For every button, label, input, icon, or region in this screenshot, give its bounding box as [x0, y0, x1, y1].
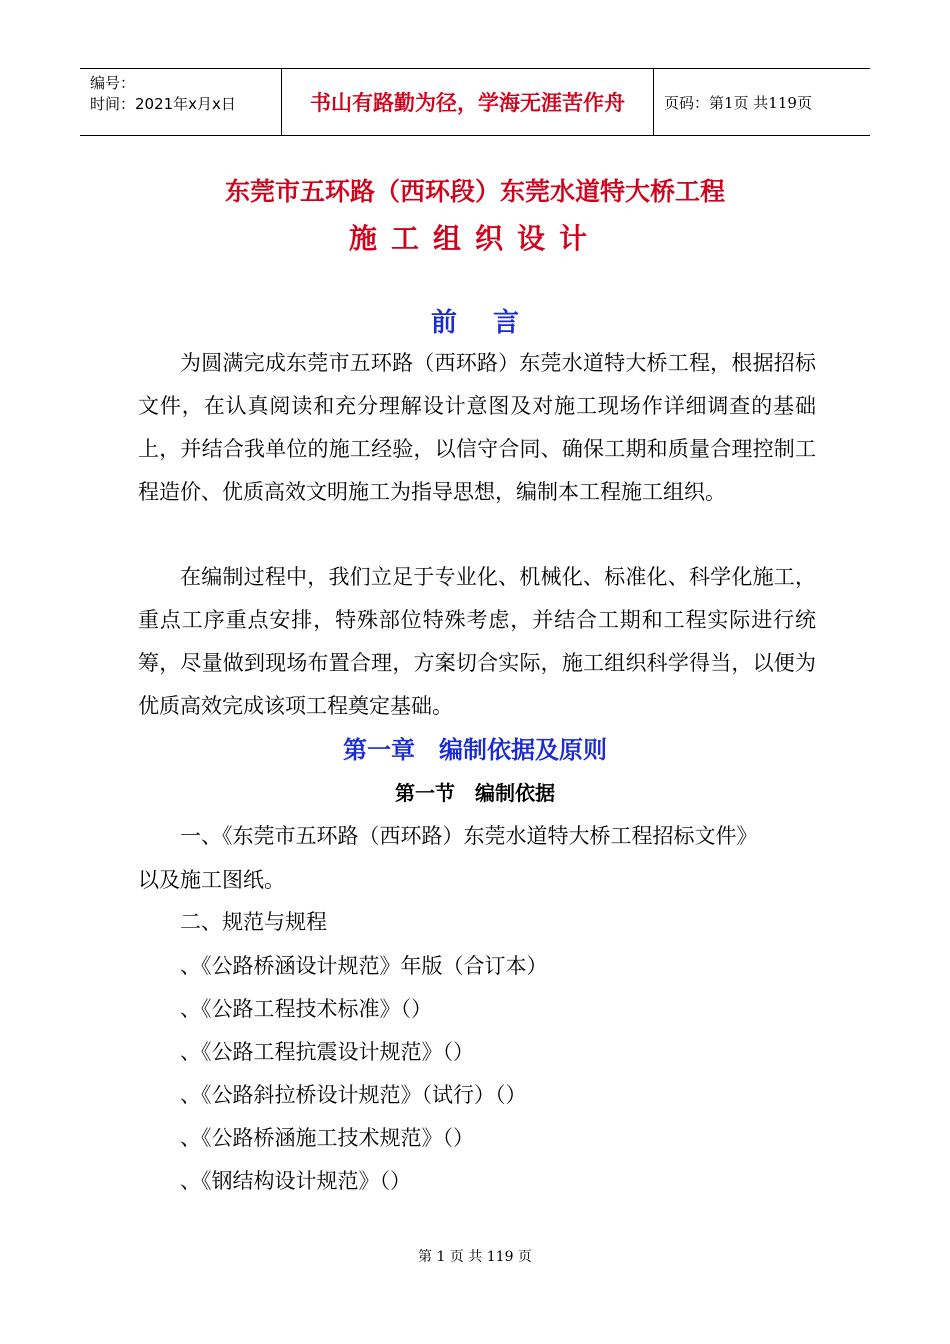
spec-item: 、《公路工程抗震设计规范》（） — [180, 1040, 474, 1064]
spec-item: 、《钢结构设计规范》（） — [180, 1169, 411, 1193]
page-footer: 第 1 页 共 119 页 — [418, 1249, 532, 1265]
preface-paragraph-1: 为圆满完成东莞市五环路（西环路）东莞水道特大桥工程，根据招标文件，在认真阅读和充分理解设计意图及对施工现场作详细调查的基础上，并结合我单位的施工经验，以信守合同、确保工期和质量合理控制工程造价、优质高效文明施工为指导思想，编制本工程施工组织。 — [138, 351, 816, 504]
section-heading: 第一节 编制依据 — [395, 781, 555, 805]
spec-item: 、《公路工程技术标准》（） — [180, 997, 432, 1021]
number-label: 编号： — [90, 74, 136, 92]
chapter-heading: 第一章 编制依据及原则 — [343, 735, 607, 764]
basis-item-1: 一、《东莞市五环路（西环路）东莞水道特大桥工程招标文件》 — [180, 824, 758, 848]
preface-heading: 前言 — [430, 308, 555, 338]
header-motto: 书山有路勤为径，学海无涯苦作舟 — [282, 69, 654, 135]
time-label: 时间：2021年x月x日 — [90, 95, 236, 113]
spec-item: 、《公路桥涵施工技术规范》（） — [180, 1126, 474, 1150]
preface-paragraph-2: 在编制过程中，我们立足于专业化、机械化、标准化、科学化施工，重点工序重点安排，特殊部位特殊考虑，并结合工期和工程实际进行统筹，尽量做到现场布置合理，方案切合实际，施工组织科学得当，以便为优质高效完成该项工程奠定基础。 — [138, 565, 816, 718]
document-subtitle: 施工组织设计 — [348, 222, 601, 255]
basis-item-2: 二、规范与规程 — [180, 910, 327, 934]
basis-item-1-continued: 以及施工图纸。 — [138, 868, 285, 892]
document-title: 东莞市五环路（西环段）东莞水道特大桥工程 — [224, 177, 725, 206]
header-meta-cell — [80, 69, 282, 135]
spec-item: 、《公路桥涵设计规范》年版（合订本） — [180, 954, 548, 978]
spec-item: 、《公路斜拉桥设计规范》（试行）（） — [180, 1083, 527, 1107]
header-table — [80, 68, 870, 136]
header-page-info: 页码：第1页 共119页 — [664, 93, 812, 112]
